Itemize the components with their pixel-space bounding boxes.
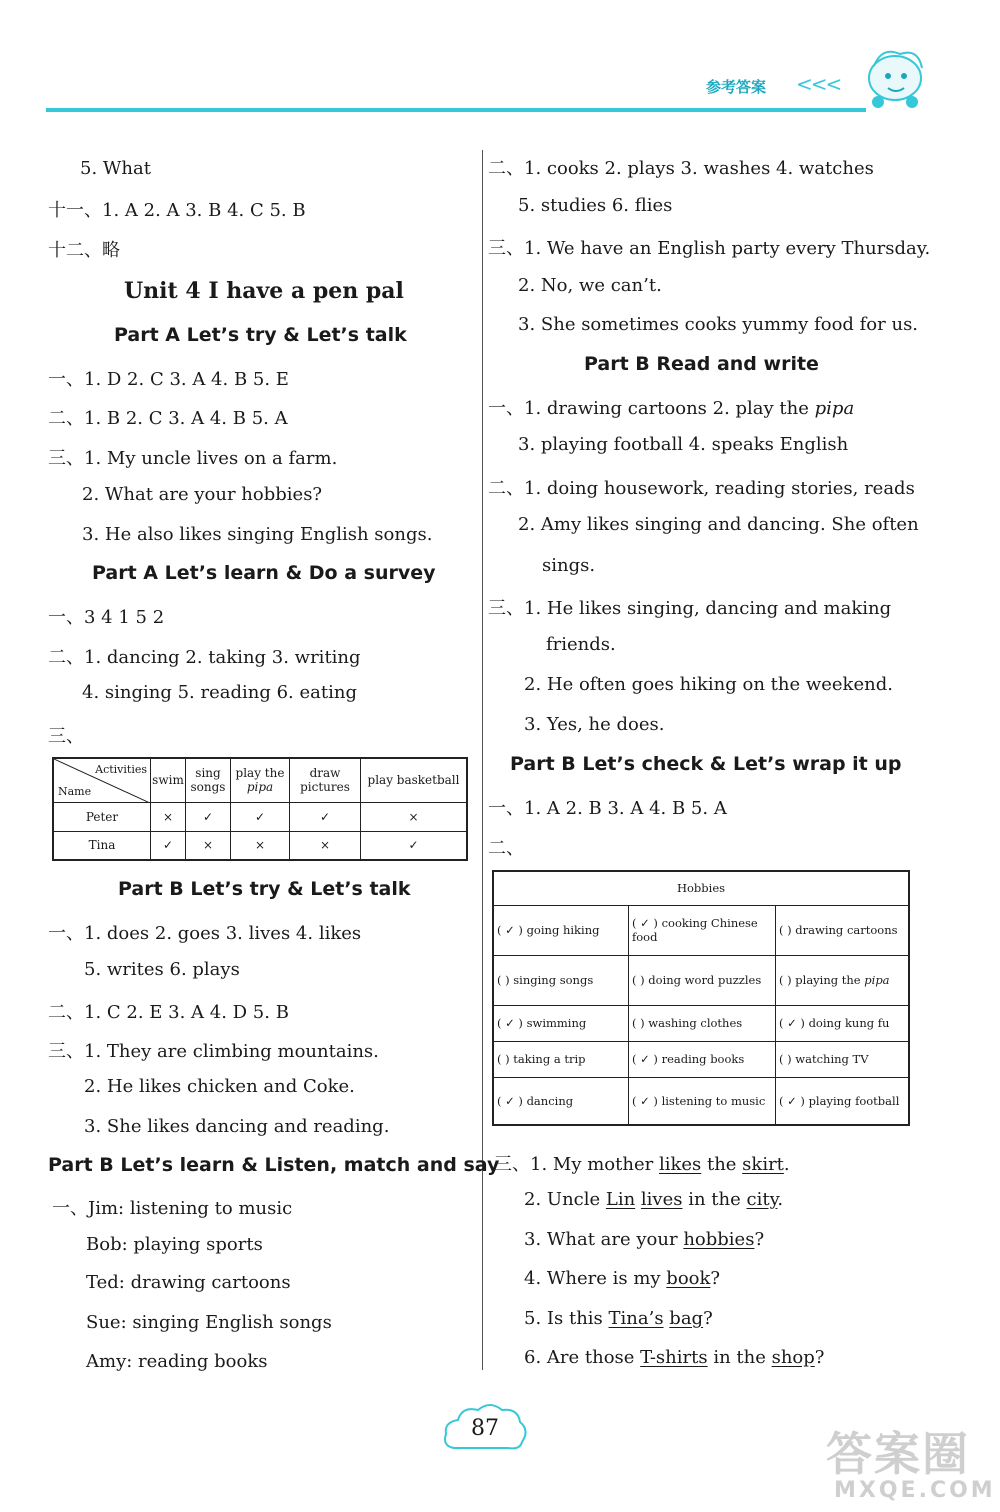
answer-line: 5. writes 6. plays: [84, 959, 240, 980]
answer-line: 二、: [488, 838, 524, 859]
section-heading: Part B Let’s learn & Listen, match and say: [48, 1154, 500, 1176]
answer-line: 5. Is this Tina’s bag?: [524, 1308, 713, 1329]
table-header: play basketball: [361, 758, 468, 802]
answer-line: 三、1. He likes singing, dancing and making: [488, 598, 892, 619]
answer-line: 4. Where is my book?: [524, 1268, 721, 1289]
answer-line: friends.: [546, 634, 616, 655]
table-row: ( ) singing songs ( ) doing word puzzles ( ) playing the pipa: [493, 955, 909, 1005]
table-header: swim: [151, 758, 186, 802]
answer-line: 二、1. cooks 2. plays 3. washes 4. watches: [488, 158, 874, 179]
table-row: Tina ✓ × × × ✓: [53, 831, 467, 860]
table-row: Peter × ✓ ✓ ✓ ×: [53, 802, 467, 831]
answer-line: Ted: drawing cartoons: [86, 1272, 291, 1293]
answer-line: 一、1. A 2. B 3. A 4. B 5. A: [488, 798, 727, 819]
section-heading: Part A Let’s try & Let’s talk: [114, 324, 407, 346]
answer-line: 一、Jim: listening to music: [52, 1198, 293, 1219]
answer-line: 三、: [48, 726, 84, 747]
chevrons-icon: <<<: [796, 72, 841, 96]
answer-line: 十二、略: [48, 240, 120, 261]
answer-line: Bob: playing sports: [86, 1234, 263, 1255]
table-header: sing songs: [186, 758, 231, 802]
answer-line: 3. He also likes singing English songs.: [82, 524, 433, 545]
answer-line: 2. Amy likes singing and dancing. She often: [518, 514, 919, 535]
answer-line: 二、1. C 2. E 3. A 4. D 5. B: [48, 1002, 289, 1023]
table-header: play the pipa: [231, 758, 290, 802]
section-heading: Part A Let’s learn & Do a survey: [92, 562, 436, 584]
answer-line: 3. What are your hobbies?: [524, 1229, 765, 1250]
watermark: 答案圈 MXQE.COM: [826, 1427, 996, 1503]
answer-line: 2. Uncle Lin lives in the city.: [524, 1189, 784, 1210]
answer-line: 5. studies 6. flies: [518, 195, 673, 216]
answer-line: 2. He often goes hiking on the weekend.: [524, 674, 893, 695]
unit-title: Unit 4 I have a pen pal: [124, 278, 404, 304]
hobbies-title: Hobbies: [493, 871, 909, 905]
answer-line: Amy: reading books: [86, 1351, 268, 1372]
hobbies-table: [492, 870, 910, 1126]
section-heading: Part B Let’s try & Let’s talk: [118, 878, 411, 900]
header-rule: [46, 108, 866, 112]
answer-line: 3. Yes, he does.: [524, 714, 665, 735]
answer-line: 三、1. My uncle lives on a farm.: [48, 448, 338, 469]
answer-line: 2. He likes chicken and Coke.: [84, 1076, 355, 1097]
answer-line: 一、1. D 2. C 3. A 4. B 5. E: [48, 369, 289, 390]
section-heading: Part B Read and write: [584, 353, 819, 375]
answer-line: 三、1. They are climbing mountains.: [48, 1041, 379, 1062]
answer-line: 一、1. drawing cartoons 2. play the pipa: [488, 398, 855, 419]
answer-line: 6. Are those T-shirts in the shop?: [524, 1347, 825, 1368]
answer-line: 2. No, we can’t.: [518, 275, 662, 296]
answer-line: 二、1. B 2. C 3. A 4. B 5. A: [48, 408, 288, 429]
answer-line: 三、1. We have an English party every Thursday.: [488, 238, 931, 259]
answer-line: 3. She sometimes cooks yummy food for us.: [518, 314, 919, 335]
section-heading: Part B Let’s check & Let’s wrap it up: [510, 753, 902, 775]
column-divider: [482, 150, 483, 1370]
table-row: ( ) taking a trip ( ✓ ) reading books ( ) watching TV: [493, 1041, 909, 1077]
answer-line: 3. She likes dancing and reading.: [84, 1116, 390, 1137]
answer-line: 三、1. My mother likes the skirt.: [494, 1154, 790, 1175]
table-row: ( ✓ ) swimming ( ) washing clothes ( ✓ ) doing kung fu: [493, 1005, 909, 1041]
table-row: ( ✓ ) going hiking ( ✓ ) cooking Chinese food ( ) drawing cartoons: [493, 905, 909, 955]
survey-table: [52, 757, 468, 861]
answer-line: 二、1. dancing 2. taking 3. writing: [48, 647, 361, 668]
answer-line: 二、1. doing housework, reading stories, reads: [488, 478, 915, 499]
header-label: 参考答案: [706, 78, 767, 96]
answer-line: 十一、1. A 2. A 3. B 4. C 5. B: [48, 200, 306, 221]
mascot-icon: [860, 38, 930, 113]
answer-line: Sue: singing English songs: [86, 1312, 332, 1333]
answer-line: 2. What are your hobbies?: [82, 484, 323, 505]
table-header: draw pictures: [290, 758, 361, 802]
answer-line: 一、1. does 2. goes 3. lives 4. likes: [48, 923, 362, 944]
answer-line: 3. playing football 4. speaks English: [518, 434, 849, 455]
table-row: ( ✓ ) dancing ( ✓ ) listening to music ( ✓ ) playing football: [493, 1077, 909, 1125]
answer-line: 一、3 4 1 5 2: [48, 607, 165, 628]
answer-line: sings.: [542, 555, 596, 576]
page-number: 87: [440, 1400, 530, 1456]
table-corner: Activities Name: [53, 758, 151, 802]
answer-line: 4. singing 5. reading 6. eating: [82, 682, 357, 703]
answer-line: 5. What: [80, 158, 151, 179]
